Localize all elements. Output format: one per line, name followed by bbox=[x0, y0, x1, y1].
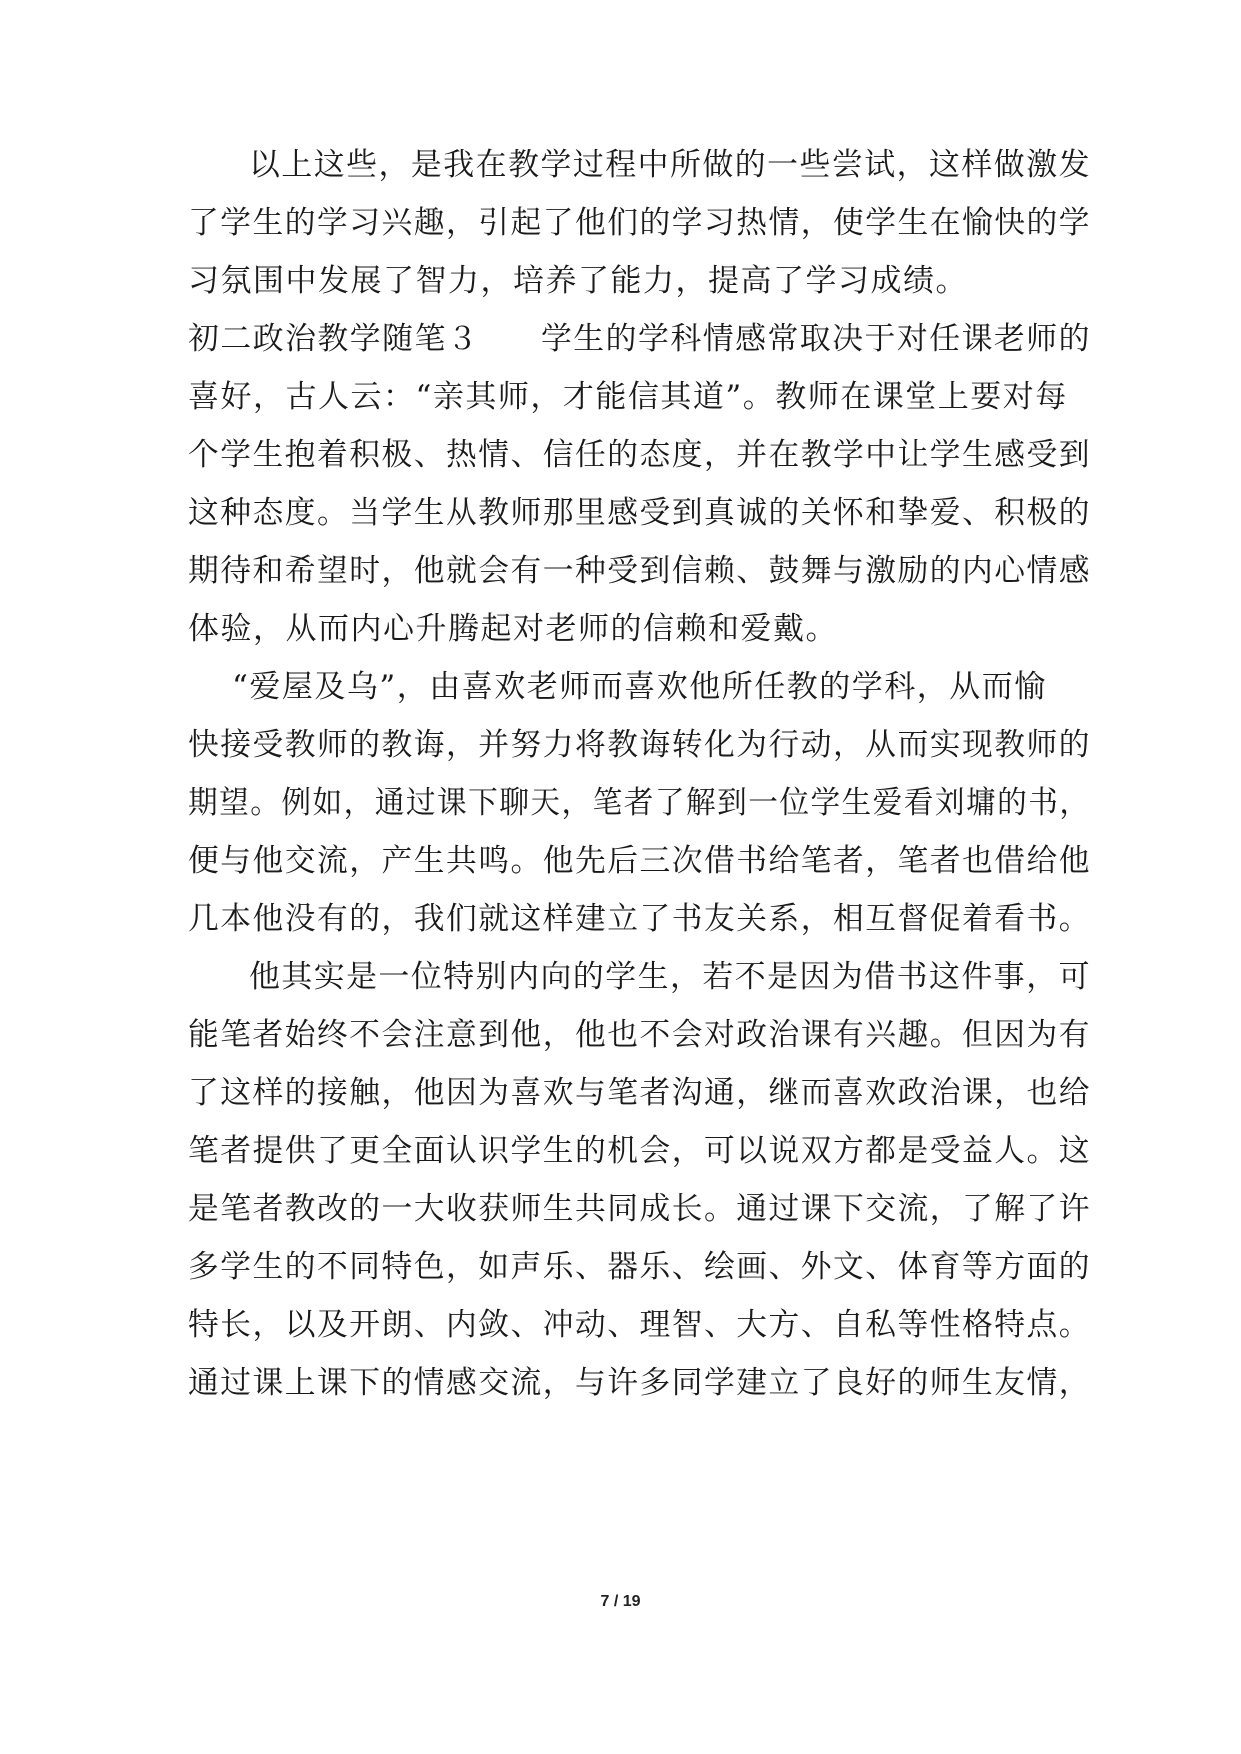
paragraph-4-line-7: 特长，以及开朗、内敛、冲动、理智、大方、自私等性格特点。 bbox=[188, 1307, 1091, 1343]
paragraph-3-line-3: 期望。例如，通过课下聊天，笔者了解到一位学生爱看刘墉的书， bbox=[188, 785, 1091, 821]
paragraph-4-line-4: 笔者提供了更全面认识学生的机会，可以说双方都是受益人。这 bbox=[188, 1133, 1091, 1169]
paragraph-3-line-5: 几本他没有的，我们就这样建立了书友关系，相互督促着看书。 bbox=[188, 901, 1091, 937]
paragraph-4-line-1: 他其实是一位特别内向的学生，若不是因为借书这件事，可 bbox=[249, 959, 1091, 995]
paragraph-2-line-6: 体验，从而内心升腾起对老师的信赖和爱戴。 bbox=[188, 611, 838, 647]
paragraph-4-line-5: 是笔者教改的一大收获师生共同成长。通过课下交流，了解了许 bbox=[188, 1191, 1091, 1227]
paragraph-2-line-5: 期待和希望时，他就会有一种受到信赖、鼓舞与激励的内心情感 bbox=[188, 553, 1091, 589]
paragraph-1-line-1: 以上这些，是我在教学过程中所做的一些尝试，这样做激发 bbox=[249, 147, 1091, 183]
paragraph-3-line-4: 便与他交流，产生共鸣。他先后三次借书给笔者，笔者也借给他 bbox=[188, 843, 1091, 879]
paragraph-4-line-6: 多学生的不同特色，如声乐、器乐、绘画、外文、体育等方面的 bbox=[188, 1249, 1091, 1285]
section-heading: 初二政治教学随笔３ bbox=[188, 321, 480, 357]
paragraph-3-line-2: 快接受教师的教诲，并努力将教诲转化为行动，从而实现教师的 bbox=[188, 727, 1091, 763]
paragraph-2-line-1: 学生的学科情感常取决于对任课老师的 bbox=[540, 321, 1092, 357]
paragraph-2-line-3: 个学生抱着积极、热情、信任的态度，并在教学中让学生感受到 bbox=[188, 437, 1091, 473]
page-number: 7 / 19 bbox=[600, 1593, 641, 1610]
paragraph-4-line-8: 通过课上课下的情感交流，与许多同学建立了良好的师生友情， bbox=[188, 1365, 1091, 1401]
paragraph-4-line-3: 了这样的接触，他因为喜欢与笔者沟通，继而喜欢政治课，也给 bbox=[188, 1075, 1091, 1111]
heading-line bbox=[188, 319, 1091, 359]
paragraph-4-line-2: 能笔者始终不会注意到他，他也不会对政治课有兴趣。但因为有 bbox=[188, 1017, 1091, 1053]
paragraph-2-line-4: 这种态度。当学生从教师那里感受到真诚的关怀和挚爱、积极的 bbox=[188, 495, 1091, 531]
paragraph-2-line-2: 喜好，古人云：“亲其师，才能信其道”。教师在课堂上要对每 bbox=[188, 379, 1068, 415]
paragraph-3-line-1: “爱屋及乌”，由喜欢老师而喜欢他所任教的学科，从而愉 bbox=[232, 669, 1047, 705]
paragraph-1-line-3: 习氛围中发展了智力，培养了能力，提高了学习成绩。 bbox=[188, 263, 968, 299]
paragraph-1-line-2: 了学生的学习兴趣，引起了他们的学习热情，使学生在愉快的学 bbox=[188, 205, 1091, 241]
